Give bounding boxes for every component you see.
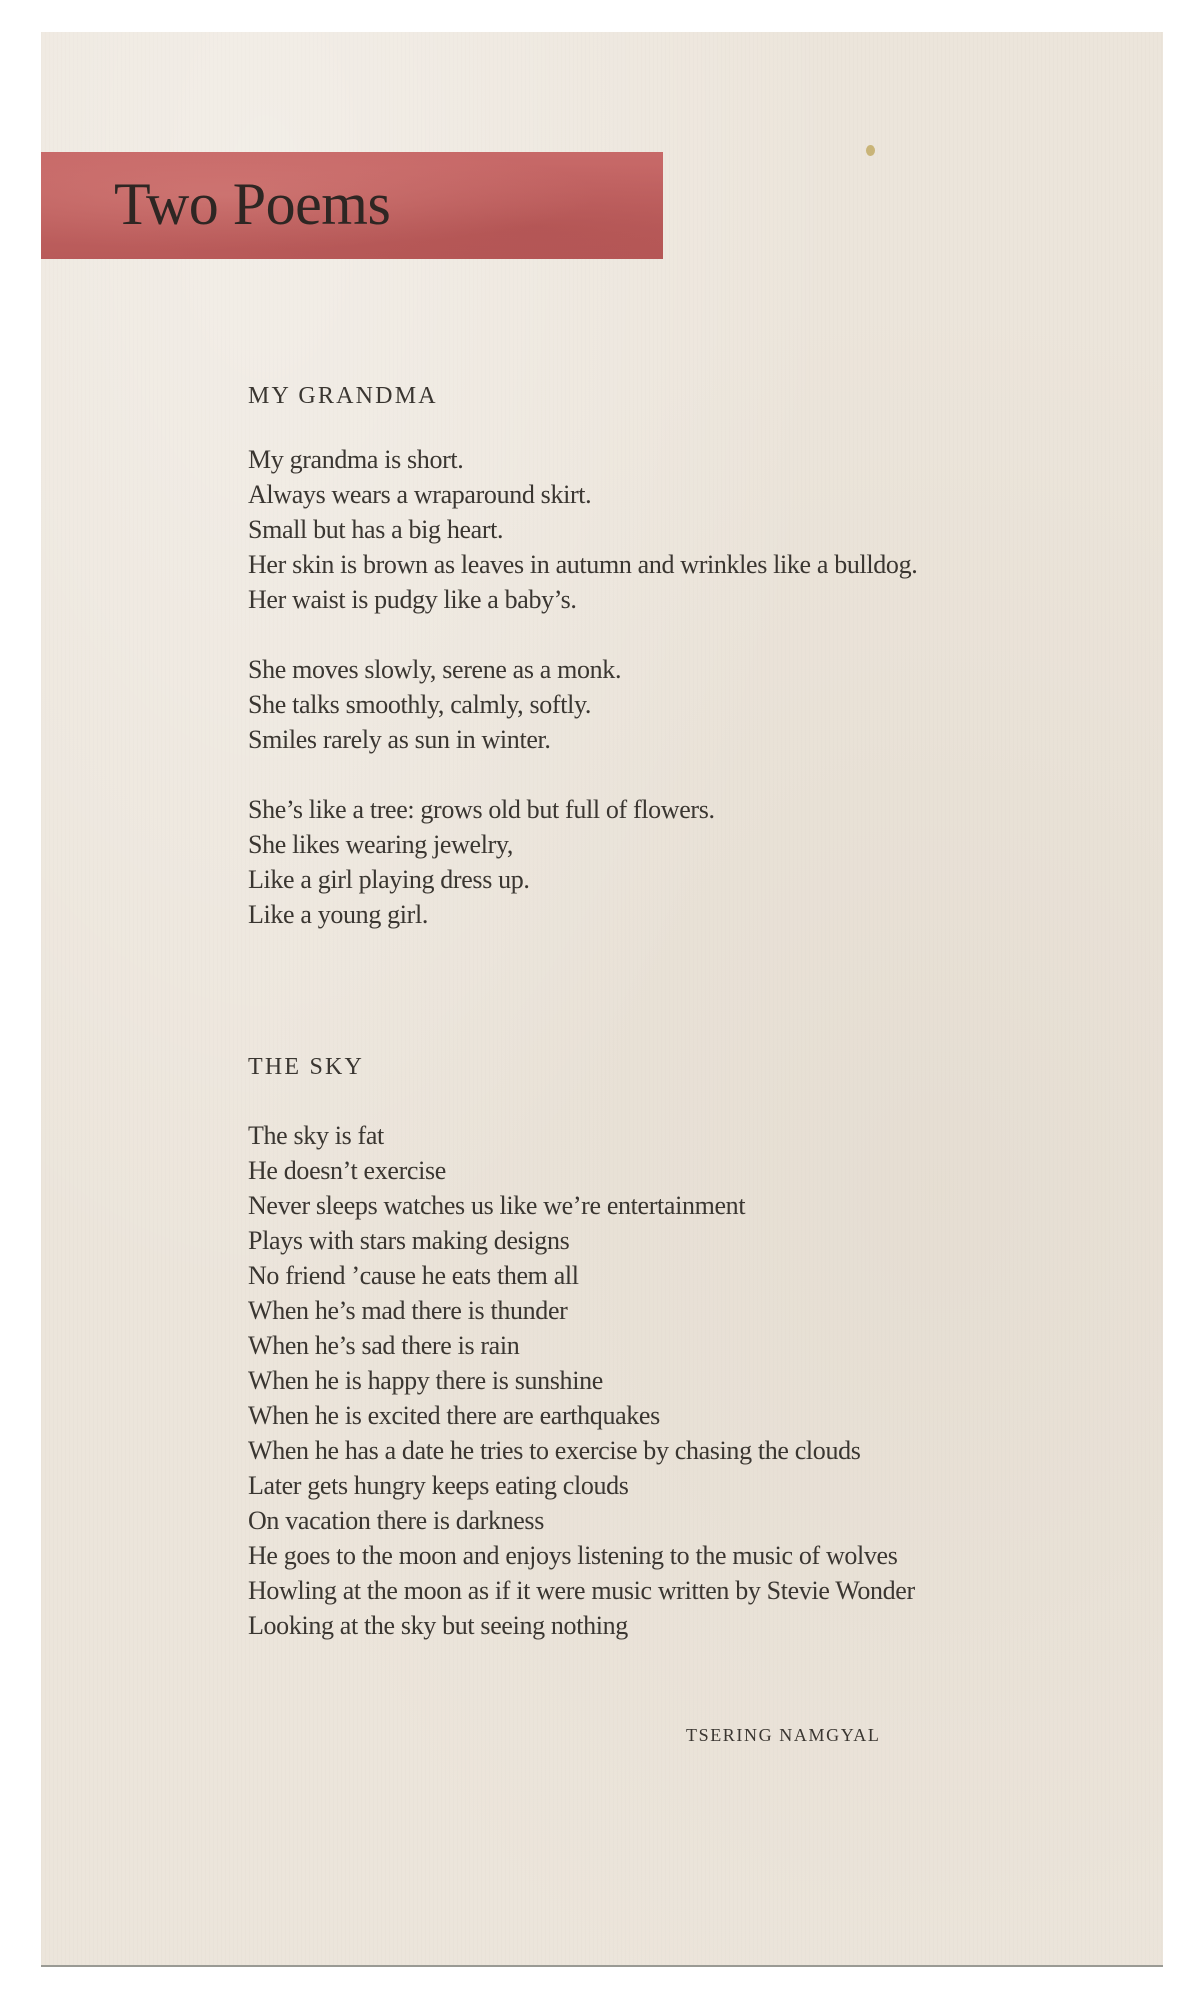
- poem-line: When he is excited there are earthquakes: [248, 1401, 660, 1430]
- poem-line: Small but has a big heart.: [248, 515, 504, 544]
- poem-line: Her waist is pudgy like a baby’s.: [248, 585, 577, 614]
- stanza: [248, 442, 917, 617]
- poem-line: Smiles rarely as sun in winter.: [248, 725, 551, 754]
- poem-line: On vacation there is darkness: [248, 1506, 544, 1535]
- poem-line: When he’s mad there is thunder: [248, 1296, 568, 1325]
- poem-line: My grandma is short.: [248, 445, 464, 474]
- stanza: [248, 792, 917, 932]
- poem-body-my-grandma: [248, 442, 917, 932]
- poem-line: The sky is fat: [248, 1121, 384, 1150]
- poem-line: Plays with stars making designs: [248, 1226, 570, 1255]
- poem-body-the-sky: [248, 1118, 915, 1643]
- poem-line: When he has a date he tries to exercise by chasing the clouds: [248, 1436, 861, 1465]
- poem-heading-the-sky: THE SKY: [248, 1054, 365, 1080]
- poem-line: Howling at the moon as if it were music written by Stevie Wonder: [248, 1576, 915, 1605]
- poem-line: She talks smoothly, calmly, softly.: [248, 690, 592, 719]
- poem-line: She’s like a tree: grows old but full of flowers.: [248, 795, 715, 824]
- poem-line: When he is happy there is sunshine: [248, 1366, 603, 1395]
- paper-sheet: [41, 32, 1163, 1965]
- poem-line: Like a young girl.: [248, 900, 428, 929]
- poem-line: Looking at the sky but seeing nothing: [248, 1611, 628, 1640]
- stanza: [248, 652, 917, 757]
- poem-line: She likes wearing jewelry,: [248, 830, 514, 859]
- poem-line: Never sleeps watches us like we’re entertainment: [248, 1191, 746, 1220]
- poem-line: Later gets hungry keeps eating clouds: [248, 1471, 629, 1500]
- author-name: TSERING NAMGYAL: [686, 1725, 881, 1745]
- poem-line: When he’s sad there is rain: [248, 1331, 520, 1360]
- stanza: [248, 1118, 915, 1643]
- paper-stain: [866, 145, 875, 156]
- poem-line: She moves slowly, serene as a monk.: [248, 655, 622, 684]
- poem-heading-my-grandma: MY GRANDMA: [248, 383, 438, 409]
- page-title: Two Poems: [114, 171, 391, 237]
- poem-line: He goes to the moon and enjoys listening to the music of wolves: [248, 1541, 898, 1570]
- poem-line: Like a girl playing dress up.: [248, 865, 530, 894]
- poem-line: He doesn’t exercise: [248, 1156, 446, 1185]
- poem-line: No friend ’cause he eats them all: [248, 1261, 579, 1290]
- poem-line: Her skin is brown as leaves in autumn and wrinkles like a bulldog.: [248, 550, 918, 579]
- poem-line: Always wears a wraparound skirt.: [248, 480, 592, 509]
